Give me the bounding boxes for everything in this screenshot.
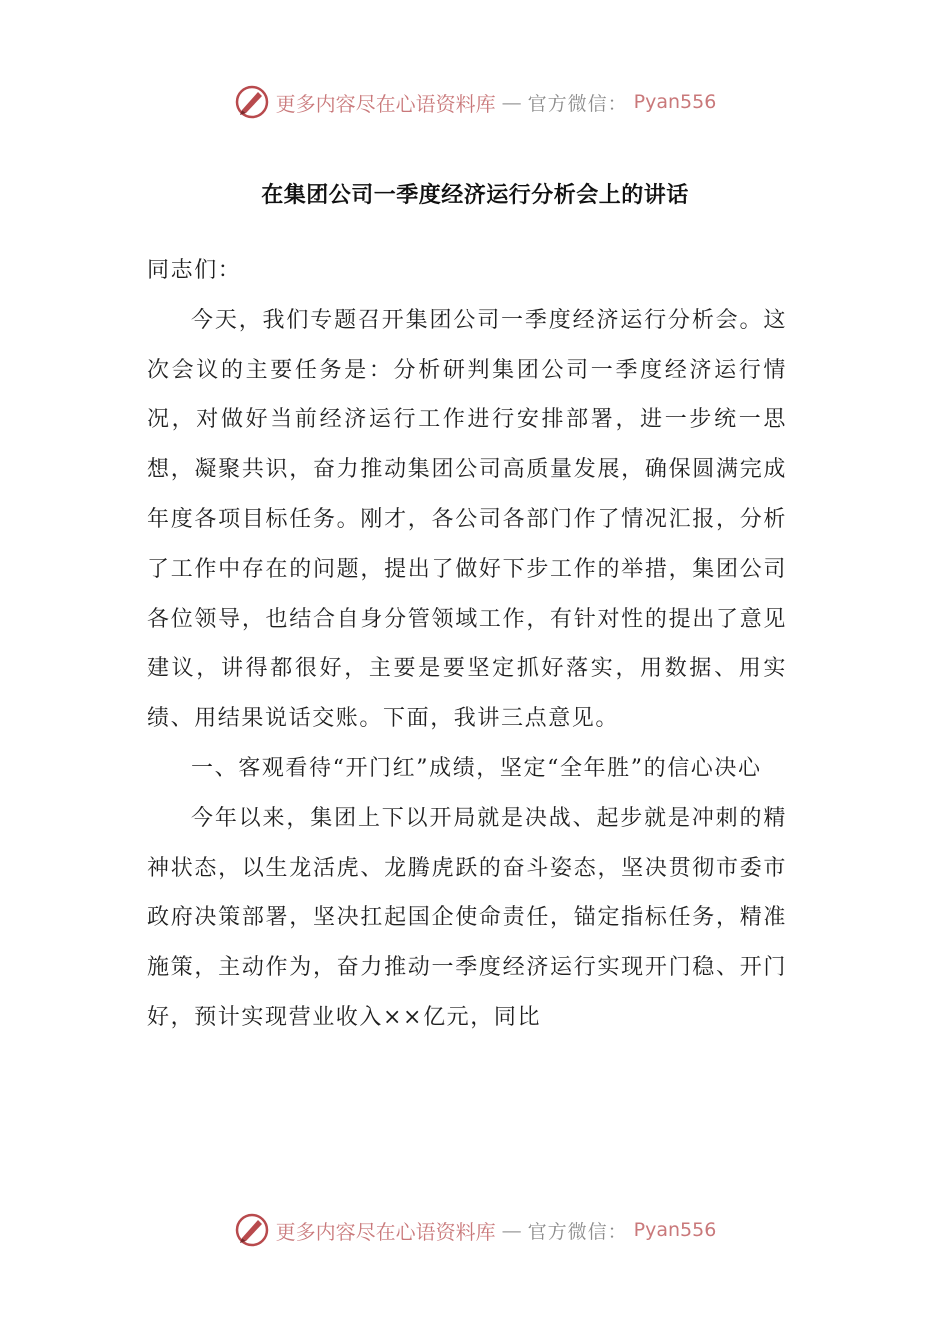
watermark-wechat-id: Pyan556: [633, 1219, 717, 1241]
watermark-main-text: 更多内容尽在心语资料库: [275, 1219, 496, 1244]
paragraph-intro: 今天，我们专题召开集团公司一季度经济运行分析会。这次会议的主要任务是：分析研判集团公司一季度经济运行情况，对做好当前经济运行工作进行安排部署，进一步统一思想，凝聚共识，奋力推动集团公司高质量发展，确保圆满完成年度各项目标任务。刚才，各公司各部门作了情况汇报，分析了工作中存在的问题，提出了做好下步工作的举措，集团公司各位领导，也结合自身分管领域工作，有针对性的提出了意见建议，讲得都很好，主要是要坚定抓好落实，用数据、用实绩、用结果说话交账。下面，我讲三点意见。: [147, 307, 787, 732]
pen-logo-icon: [234, 1212, 270, 1248]
footer-watermark: [0, 1210, 950, 1250]
pen-logo-icon: [234, 84, 270, 120]
watermark-main-text: 更多内容尽在心语资料库: [275, 91, 496, 116]
watermark-wechat-id: Pyan556: [633, 91, 717, 113]
watermark-wechat-label: 官方微信：: [527, 1220, 628, 1243]
section-heading-1: 一、客观看待“开门红”成绩，坚定“全年胜”的信心决心: [191, 755, 762, 781]
salutation: 同志们：: [147, 258, 242, 283]
paragraph-section-1: 今年以来，集团上下以开局就是决战、起步就是冲刺的精神状态，以生龙活虎、龙腾虎跃的奋斗姿态，坚决贯彻市委市政府决策部署，坚决扛起国企使命责任，锚定指标任务，精准施策，主动作为，奋力推动一季度经济运行实现开门稳、开门好，预计实现营业收入××亿元，同比: [147, 805, 787, 1030]
watermark-wechat-label: 官方微信：: [527, 92, 628, 115]
watermark-dash: —: [501, 90, 522, 114]
document-title: 在集团公司一季度经济运行分析会上的讲话: [261, 183, 689, 208]
header-watermark: [0, 82, 950, 122]
document-body: [147, 246, 787, 1043]
watermark-dash: —: [501, 1218, 522, 1242]
